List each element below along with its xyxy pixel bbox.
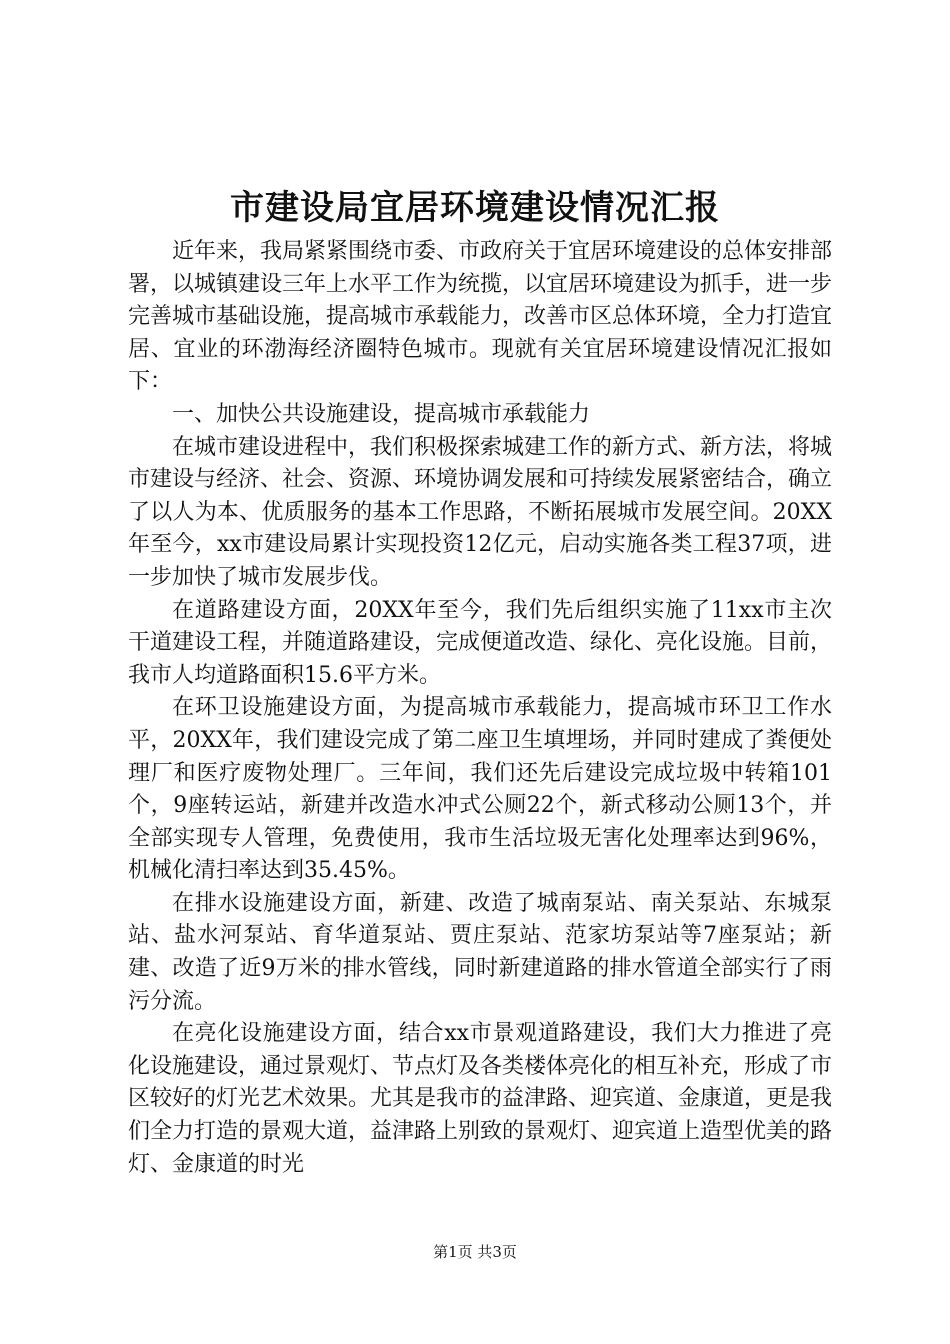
section-heading-1: 一、加快公共设施建设，提高城市承载能力 [172,401,591,427]
paragraph-road-construction: 在道路建设方面，20XX年至今，我们先后组织实施了11xx市主次干道建设工程，并随道路建设，完成便道改造、绿化、亮化设施。目前，我市人均道路面积15.6平方米。 [128,597,833,688]
paragraph-sanitation: 在环卫设施建设方面，为提高城市承载能力，提高城市环卫工作水平，20XX年，我们建设完成了第二座卫生填埋场，并同时建成了粪便处理厂和医疗废物处理厂。三年间，我们还先后建设完成垃圾中转箱101个，9座转运站，新建并改造水冲式公厕22个，新式移动公厕13个，并全部实现专人管理，免费使用，我市生活垃圾无害化处理率达到96%，机械化清扫率达到35.45%。 [128,695,832,884]
paragraph-city-construction: 在城市建设进程中，我们积极探索城建工作的新方式、新方法，将城市建设与经济、社会、资源、环境协调发展和可持续发展紧密结合，确立了以人为本、优质服务的基本工作思路，不断拓展城市发展空间。20XX年至今，xx市建设局累计实现投资12亿元，启动实施各类工程37项，进一步加快了城市发展步伐。 [128,434,833,590]
paragraph-drainage: 在排水设施建设方面，新建、改造了城南泵站、南关泵站、东城泵站、盐水河泵站、育华道泵站、贾庄泵站、范家坊泵站等7座泵站；新建、改造了近9万米的排水管线，同时新建道路的排水管道全部实行了雨污分流。 [128,890,832,1014]
paragraph-lighting: 在亮化设施建设方面，结合xx市景观道路建设，我们大力推进了亮化设施建设，通过景观灯、节点灯及各类楼体亮化的相互补充，形成了市区较好的灯光艺术效果。尤其是我市的益津路、迎宾道、金康道，更是我们全力打造的景观大道，益津路上别致的景观灯、迎宾道上造型优美的路灯、金康道的时光 [128,1021,833,1177]
page-footer: 第1页 共3页 [433,1243,517,1261]
document-body [128,236,832,1181]
paragraph-intro: 近年来，我局紧紧围绕市委、市政府关于宜居环境建设的总体安排部署，以城镇建设三年上水平工作为统揽，以宜居环境建设为抓手，进一步完善城市基础设施，提高城市承载能力，改善市区总体环境，全力打造宜居、宜业的环渤海经济圈特色城市。现就有关宜居环境建设情况汇报如下： [128,239,833,395]
document-title: 市建设局宜居环境建设情况汇报 [230,188,720,228]
